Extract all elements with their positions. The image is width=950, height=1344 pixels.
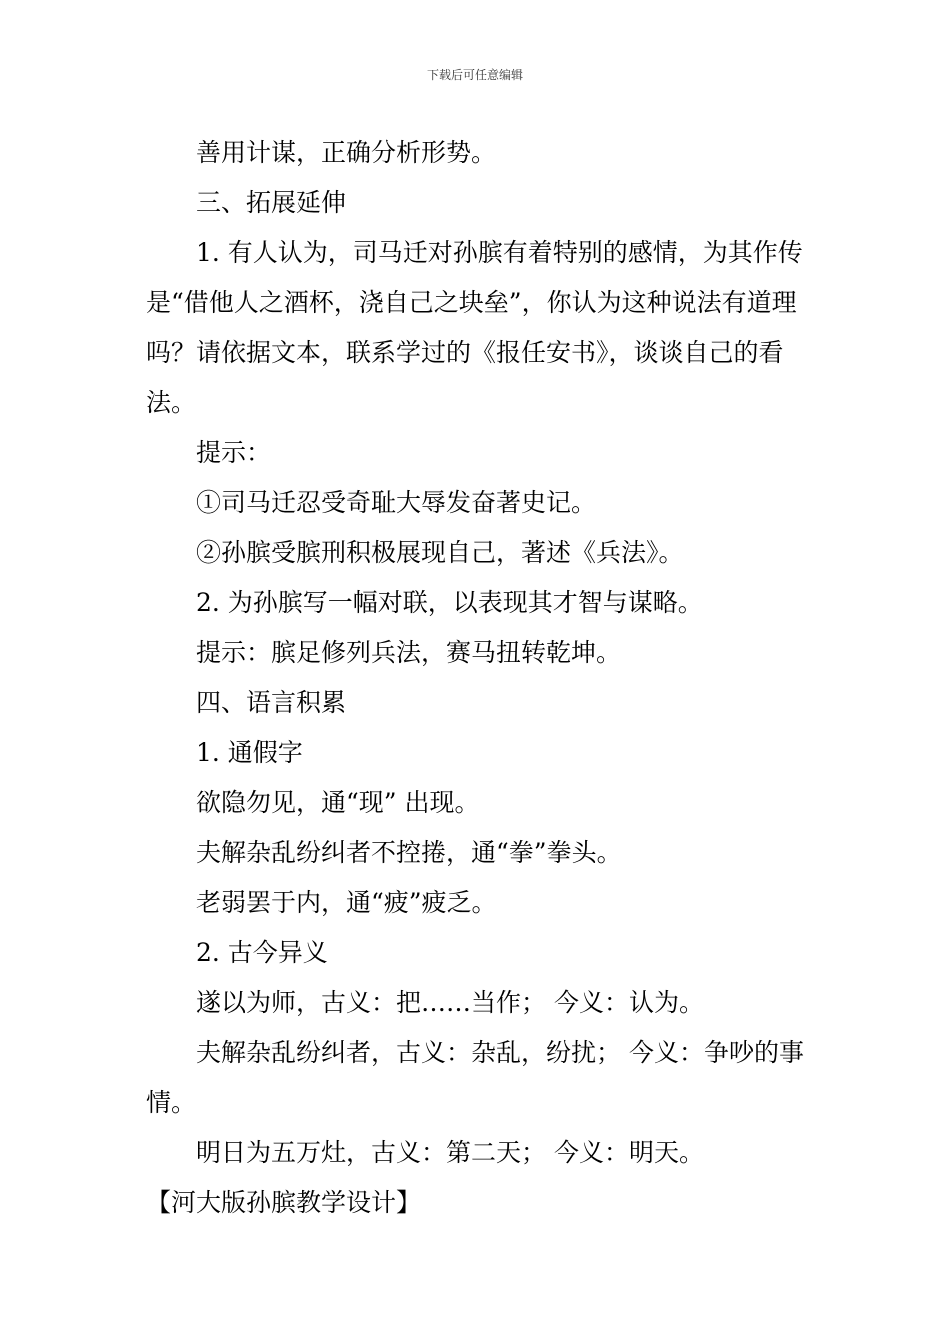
section-heading: 三、拓展延伸 bbox=[196, 188, 347, 217]
paragraph: 1. 有人认为，司马迁对孙膑有着特别的感情，为其作传是“借他人之酒杯，浇自己之块垒”，你认为这种说法有道理吗？请依据文本，联系学过的《报任安书》，谈谈自己的看法。 bbox=[146, 238, 803, 417]
paragraph: 提示： bbox=[196, 438, 272, 467]
paragraph: 明日为五万灶，古义：第二天； 今义：明天。 bbox=[196, 1138, 704, 1167]
paragraph: 提示：膑足修列兵法，赛马扭转乾坤。 bbox=[196, 638, 622, 667]
paragraph: 2. 为孙膑写一幅对联，以表现其才智与谋略。 bbox=[196, 588, 703, 617]
paragraph: ①司马迁忍受奇耻大辱发奋著史记。 bbox=[196, 488, 597, 517]
subsection-heading: 2. 古今异义 bbox=[196, 938, 328, 967]
paragraph: ②孙膑受膑刑积极展现自己，著述《兵法》。 bbox=[196, 538, 684, 567]
paragraph: 遂以为师，古义：把……当作； 今义：认为。 bbox=[196, 988, 704, 1017]
subsection-heading: 1. 通假字 bbox=[196, 738, 303, 767]
paragraph: 夫解杂乱纷纠者不控捲，通“拳”拳头。 bbox=[196, 838, 622, 867]
paragraph: 善用计谋，正确分析形势。 bbox=[196, 138, 497, 167]
paragraph: 老弱罢于内，通“疲”疲乏。 bbox=[196, 888, 497, 917]
paragraph: 欲隐勿见，通“现” 出现。 bbox=[196, 788, 480, 817]
document-body bbox=[146, 128, 806, 1228]
document-title: 【河大版孙膑教学设计】 bbox=[146, 1188, 422, 1217]
paragraph: 夫解杂乱纷纠者，古义：杂乱，纷扰； 今义：争吵的事情。 bbox=[146, 1038, 804, 1117]
page-header: 下载后可任意编辑 bbox=[426, 68, 523, 82]
section-heading: 四、语言积累 bbox=[196, 688, 347, 717]
